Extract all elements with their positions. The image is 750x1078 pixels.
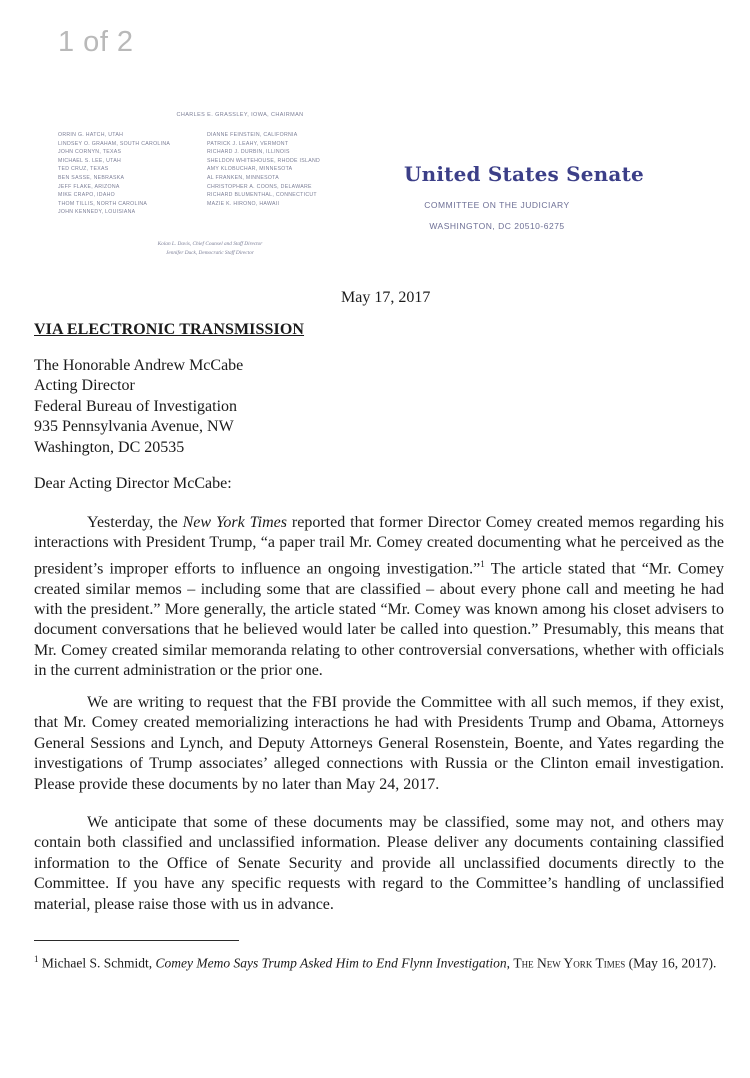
member-name: SHELDON WHITEHOUSE, RHODE ISLAND bbox=[207, 157, 321, 164]
member-name: JEFF FLAKE, ARIZONA bbox=[58, 183, 120, 190]
member-name: ORRIN G. HATCH, UTAH bbox=[58, 132, 124, 138]
majority-members bbox=[58, 131, 170, 217]
committee-name: COMMITTEE ON THE JUDICIARY bbox=[424, 200, 570, 210]
member-name: LINDSEY O. GRAHAM, SOUTH CAROLINA bbox=[58, 140, 171, 147]
chairman-line: CHARLES E. GRASSLEY, IOWA, CHAIRMAN bbox=[176, 112, 304, 118]
paragraph-2 bbox=[34, 693, 724, 795]
recipient-address bbox=[34, 356, 243, 458]
via-heading: VIA ELECTRONIC TRANSMISSION bbox=[34, 321, 305, 338]
p1-publication: New York Times bbox=[182, 514, 287, 531]
member-name: JOHN CORNYN, TEXAS bbox=[58, 149, 122, 156]
footnote-title: Comey Memo Says Trump Asked Him to End Flynn Investigation bbox=[155, 955, 507, 971]
p1-text-c: The article stated that “Mr. Comey created similar memos – including some that are classified – about every phone call and meeting he had with the president.” More generally, the article stated “Mr. Comey was known among his closet advisers to document conversations that he believed would later be called into question.” Presumably, this means that Mr. Comey created similar memoranda relating to other controversial conversations, whether with officials in the current administration or the prior one. bbox=[34, 560, 725, 680]
p2-text: We are writing to request that the FBI provide the Committee with all such memos, if they exist, that Mr. Comey created memorializing interactions he had with Presidents Trump and Obama, Attorneys General Sessions and Lynch, and Deputy Attorneys General Rosenstein, Boente, and Yates regarding the investigations of Trump associates’ alleged connections with Russia or the Clinton email investigation. Please provide these documents by no later than May 24, 2017. bbox=[34, 694, 724, 793]
paragraph-1 bbox=[34, 513, 724, 682]
address-line: Washington, DC 20535 bbox=[34, 438, 185, 456]
footnote-ref: 1 bbox=[480, 558, 485, 569]
member-name: CHRISTOPHER A. COONS, DELAWARE bbox=[207, 183, 312, 190]
p3-text: We anticipate that some of these documents may be classified, some may not, and others may contain both classified and unclassified information. Please deliver any documents containing classified information to the Office of Senate Security and provide all unclassified documents directly to the Committee. If you have any specific requests with regard to the Committee’s handling of unclassified material, please raise those with us in advance. bbox=[34, 814, 724, 913]
staff-line: Kolan L. Davis, Chief Counsel and Staff Director bbox=[157, 241, 263, 247]
p1-text-a: Yesterday, the bbox=[87, 514, 183, 531]
member-name: THOM TILLIS, NORTH CAROLINA bbox=[58, 200, 148, 207]
footnote-number: 1 bbox=[34, 954, 39, 964]
staff-line: Jennifer Duck, Democratic Staff Director bbox=[166, 249, 254, 256]
member-name: PATRICK J. LEAHY, VERMONT bbox=[207, 140, 289, 147]
member-name: TED CRUZ, TEXAS bbox=[58, 166, 109, 173]
footnote-author: Michael S. Schmidt, bbox=[38, 955, 156, 971]
staff-directors bbox=[110, 240, 310, 257]
footnote bbox=[34, 950, 729, 973]
member-name: BEN SASSE, NEBRASKA bbox=[58, 174, 125, 181]
footnote-date: (May 16, 2017). bbox=[625, 955, 717, 971]
member-name: MIKE CRAPO, IDAHO bbox=[58, 192, 115, 199]
p1-text-b: reported that former Director Comey created memos regarding his interactions with President Trump, “a paper trail Mr. Comey created documenting what he perceived as the president’s improper efforts to influence an ongoing investigation.” bbox=[34, 514, 725, 578]
address-line: Federal Bureau of Investigation bbox=[34, 397, 238, 415]
page-counter: 1 of 2 bbox=[58, 26, 134, 58]
member-name: RICHARD BLUMENTHAL, CONNECTICUT bbox=[207, 192, 317, 199]
footnote-sep: , bbox=[506, 955, 514, 971]
committee-address: WASHINGTON, DC 20510-6275 bbox=[429, 221, 565, 231]
address-line: 935 Pennsylvania Avenue, NW bbox=[34, 418, 234, 436]
senate-title: United States Senate bbox=[404, 162, 644, 186]
member-name: MAZIE K. HIRONO, HAWAII bbox=[207, 200, 280, 207]
salutation: Dear Acting Director McCabe: bbox=[34, 475, 232, 492]
member-name: MICHAEL S. LEE, UTAH bbox=[58, 157, 122, 164]
member-name: DIANNE FEINSTEIN, CALIFORNIA bbox=[207, 132, 298, 138]
paragraph-3 bbox=[34, 813, 724, 915]
letter-date: May 17, 2017 bbox=[341, 289, 431, 306]
footnote-divider bbox=[34, 940, 239, 941]
member-name: AL FRANKEN, MINNESOTA bbox=[207, 174, 280, 181]
minority-members bbox=[207, 131, 320, 208]
footnote-source: The New York Times bbox=[513, 955, 626, 971]
address-line: The Honorable Andrew McCabe bbox=[34, 357, 244, 374]
member-name: JOHN KENNEDY, LOUISIANA bbox=[58, 209, 136, 216]
member-name: RICHARD J. DURBIN, ILLINOIS bbox=[207, 149, 290, 156]
member-name: AMY KLOBUCHAR, MINNESOTA bbox=[207, 166, 293, 173]
address-line: Acting Director bbox=[34, 377, 135, 395]
